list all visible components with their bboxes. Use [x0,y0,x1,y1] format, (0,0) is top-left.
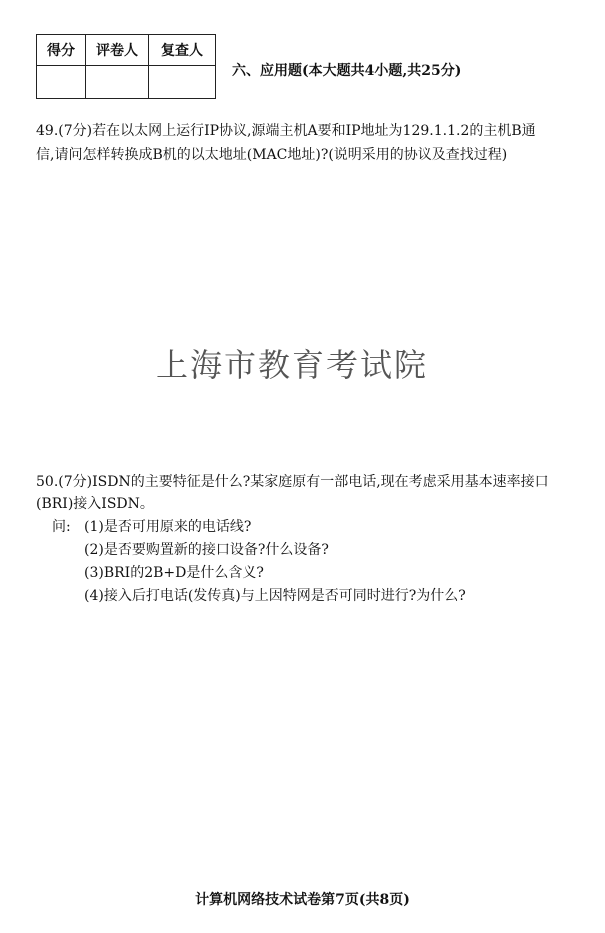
grader-cell [86,66,149,99]
question-50-line-1: 50.(7分)ISDN的主要特征是什么?某家庭原有一部电话,现在考虑采用基本速率接口 [36,474,549,490]
score-header: 得分 [37,35,86,66]
reviewer-cell [149,66,216,99]
score-table-header-row [37,35,216,66]
question-50-sub-2: (2)是否要购置新的接口设备?什么设备? [84,542,329,558]
page-footer: 计算机网络技术试卷第7页(共8页) [195,892,410,908]
question-50-line-2: (BRI)接入ISDN。 [36,496,154,512]
question-49-line-1: 49.(7分)若在以太网上运行IP协议,源端主机A要和IP地址为129.1.1.2的主机B通 [36,123,536,139]
reviewer-header: 复查人 [149,35,216,66]
score-table-blank-row [37,66,216,99]
watermark-text: 上海市教育考试院 [156,346,429,384]
question-50-sub-4: (4)接入后打电话(发传真)与上因特网是否可同时进行?为什么? [84,588,466,604]
question-50-sub-3: (3)BRI的2B+D是什么含义? [84,565,264,581]
section-title: 六、应用题(本大题共4小题,共25分) [232,63,462,79]
grader-header: 评卷人 [86,35,149,66]
score-cell [37,66,86,99]
question-49-line-2: 信,请问怎样转换成B机的以太地址(MAC地址)?(说明采用的协议及查找过程) [36,147,508,163]
question-50-prefix: 问: [52,519,71,535]
question-50-sub-1: (1)是否可用原来的电话线? [84,519,252,535]
score-table [36,34,216,99]
